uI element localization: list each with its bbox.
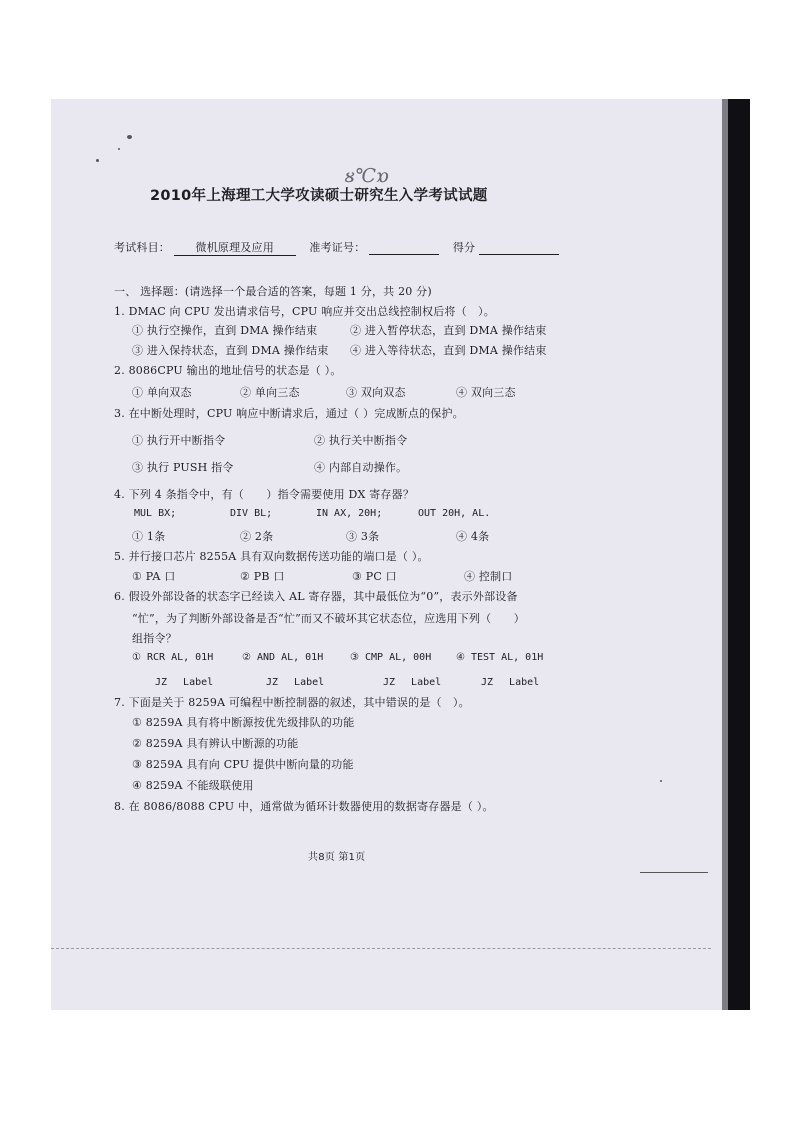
margin-rule xyxy=(640,872,708,873)
question-8-stem: 8. 在 8086/8088 CPU 中，通常做为循环计数器使用的数据寄存器是（ ）。 xyxy=(114,800,494,813)
page-number: 共8页 第1页 xyxy=(308,852,366,863)
q6-jump-b: JZ Label xyxy=(266,677,325,688)
q7-option-b: ② 8259A 具有辨认中断源的功能 xyxy=(132,737,299,750)
q5-option-c: ③ PC 口 xyxy=(352,570,397,583)
q5-option-d: ④ 控制口 xyxy=(464,570,513,583)
question-6-stem-3: 组指令？ xyxy=(132,632,177,645)
question-7-stem: 7. 下面是关于 8259A 可编程中断控制器的叙述，其中错误的是（ ）。 xyxy=(114,696,470,709)
q3-option-c: ③ 执行 PUSH 指令 xyxy=(132,461,234,474)
handwritten-note: ᴕ℃ɒ xyxy=(345,165,389,187)
q6-jump-c: JZ Label xyxy=(383,677,442,688)
score-blank xyxy=(479,241,559,255)
question-3-stem: 3. 在中断处理时，CPU 响应中断请求后，通过（ ）完成断点的保护。 xyxy=(114,407,464,420)
scan-edge-border xyxy=(728,99,750,1010)
q1-option-c: ③ 进入保持状态，直到 DMA 操作结束 xyxy=(132,344,329,357)
exam-info-line xyxy=(114,239,559,256)
question-1-stem: 1. DMAC 向 CPU 发出请求信号，CPU 响应并交出总线控制权后将（ ）。 xyxy=(114,305,495,318)
q4-code-4: OUT 20H, AL. xyxy=(418,508,491,519)
q2-option-a: ① 单向双态 xyxy=(132,386,192,399)
q1-option-a: ① 执行空操作，直到 DMA 操作结束 xyxy=(132,324,318,337)
q1-option-d: ④ 进入等待状态，直到 DMA 操作结束 xyxy=(350,344,547,357)
question-5-stem: 5. 并行接口芯片 8255A 具有双向数据传送功能的端口是（ ）。 xyxy=(114,550,429,563)
question-6-stem-2: “忙”，为了判断外部设备是否“忙”而又不破坏其它状态位，应选用下列（ ） xyxy=(132,612,525,625)
ticket-blank xyxy=(369,241,439,255)
exam-title: 2010年上海理工大学攻读硕士研究生入学考试试题 xyxy=(150,188,488,204)
q5-option-a: ① PA 口 xyxy=(132,570,176,583)
q6-option-c: ③ CMP AL, 00H xyxy=(350,652,432,663)
q4-option-a: ① 1条 xyxy=(132,530,166,543)
q2-option-b: ② 单向三态 xyxy=(240,386,300,399)
question-4-stem: 4. 下列 4 条指令中，有（ ）指令需要使用 DX 寄存器？ xyxy=(114,488,415,501)
q1-option-b: ② 进入暂停状态，直到 DMA 操作结束 xyxy=(350,324,547,337)
section-heading: 一、 选择题：(请选择一个最合适的答案，每题 1 分，共 20 分) xyxy=(114,285,432,298)
q4-code-3: IN AX, 20H; xyxy=(316,508,383,519)
speck xyxy=(118,148,120,150)
q4-option-b: ② 2条 xyxy=(240,530,274,543)
q2-option-d: ④ 双向三态 xyxy=(456,386,516,399)
q6-jump-a: JZ Label xyxy=(155,677,214,688)
q6-option-a: ① RCR AL, 01H xyxy=(132,652,214,663)
question-2-stem: 2. 8086CPU 输出的地址信号的状态是（ ）。 xyxy=(114,364,342,377)
speck xyxy=(127,135,132,139)
fold-line xyxy=(51,948,711,949)
q4-option-d: ④ 4条 xyxy=(456,530,490,543)
question-6-stem-1: 6. 假设外部设备的状态字已经读入 AL 寄存器，其中最低位为“0”，表示外部设备 xyxy=(114,590,518,603)
q4-code-1: MUL BX; xyxy=(134,508,177,519)
q4-code-2: DIV BL; xyxy=(230,508,273,519)
q5-option-b: ② PB 口 xyxy=(240,570,285,583)
q2-option-c: ③ 双向双态 xyxy=(346,386,406,399)
q3-option-a: ① 执行开中断指令 xyxy=(132,434,226,447)
q4-option-c: ③ 3条 xyxy=(346,530,380,543)
score-label: 得分 xyxy=(452,241,476,254)
subject-value: 微机原理及应用 xyxy=(174,239,296,256)
ticket-label: 准考证号： xyxy=(309,241,366,254)
q3-option-b: ② 执行关中断指令 xyxy=(314,434,408,447)
q7-option-d: ④ 8259A 不能级联使用 xyxy=(132,779,254,792)
speck xyxy=(660,780,662,782)
speck xyxy=(96,159,99,162)
subject-label: 考试科目： xyxy=(114,241,170,254)
q6-jump-d: JZ Label xyxy=(481,677,540,688)
q7-option-a: ① 8259A 具有将中断源按优先级排队的功能 xyxy=(132,716,355,729)
q6-option-b: ② AND AL, 01H xyxy=(242,652,324,663)
q3-option-d: ④ 内部自动操作。 xyxy=(314,461,408,474)
q6-option-d: ④ TEST AL, 01H xyxy=(456,652,544,663)
q7-option-c: ③ 8259A 具有向 CPU 提供中断向量的功能 xyxy=(132,758,354,771)
